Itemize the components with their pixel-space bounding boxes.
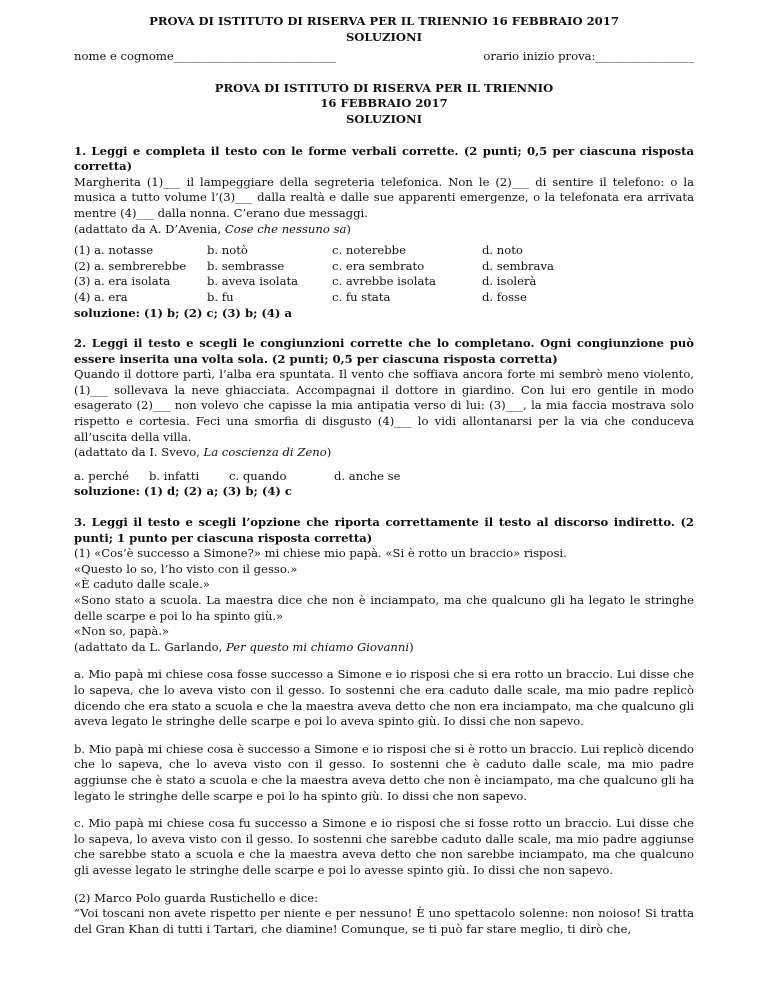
option: d. fosse: [482, 289, 527, 304]
header-subtitle: SOLUZIONI: [345, 29, 423, 44]
option: b. fu: [207, 289, 234, 304]
option: b. sembrasse: [207, 258, 285, 273]
exercise-2-question: 2. Leggi il testo e scegli le congiunzioni corrette che lo completano. Ogni congiunzione può essere inserita una volta sola. (2 punti; 0,5 per ciascuna risposta corretta): [74, 336, 694, 366]
exercise-3-source: (adattato da L. Garlando, Per questo mi chiamo Giovanni): [74, 639, 414, 654]
option: b. infatti: [149, 468, 200, 483]
main-title-line2: 16 FEBBRAIO 2017: [320, 96, 448, 111]
exercise-2-source: (adattato da I. Svevo, La coscienza di Zeno): [74, 445, 332, 460]
exercise-1-text: Margherita (1)___ il lampeggiare della segreteria telefonica. Non le (2)___ di sentire il telefono: o la musica a tutto volume l’(3)___ dalla realtà e dalle sue apparenti emergenze, o la telefonata era arrivata mentre (4)___ dalla nonna. C’erano due messaggi.: [74, 174, 694, 220]
main-title-line1: PROVA DI ISTITUTO DI RISERVA PER IL TRIENNIO: [214, 80, 554, 95]
start-time-field: orario inizio prova:_________________: [483, 49, 694, 64]
option: c. quando: [229, 468, 287, 483]
option: b. aveva isolata: [207, 274, 299, 289]
exercise-2-solution: soluzione: (1) d; (2) a; (3) b; (4) c: [74, 484, 292, 499]
option: c. avrebbe isolata: [332, 274, 436, 289]
option: b. notò: [207, 243, 248, 258]
dialogue-line: «Sono stato a scuola. La maestra dice che non è inciampato, ma che qualcuno gli ha legato le stringhe delle scarpe e poi lo ha spinto giù.»: [74, 593, 694, 623]
exercise-3-part2-text: “Voi toscani non avete rispetto per niente e per nessuno! È uno spettacolo solenne: non noioso! Si tratta del Gran Khan di tutti i Tartari, che diamine! Comunque, se ti può far stare meglio, ti dirò che,: [74, 906, 694, 936]
exercise-1-question: 1. Leggi e completa il testo con le forme verbali corrette. (2 punti; 0,5 per ciascuna risposta corretta): [74, 143, 694, 174]
option: d. isolerà: [482, 274, 537, 289]
exercise-3-option-a: a. Mio papà mi chiese cosa fosse successo a Simone e io risposi che si era rotto un braccio. Lui disse che lo sapeva, che lo aveva visto con il gesso. Io sostenni che era caduto dalle scale, ma mio padre replicò dicendo che era stato a scuola e che la maestra aveva detto che non era inciampato, ma che qualcuno gli aveva legato le stringhe delle scarpe e poi lo aveva spinto giù. Io dissi che non sapevo.: [74, 667, 694, 729]
exercise-3-part2-intro: (2) Marco Polo guarda Rustichello e dice:: [74, 890, 318, 905]
option: c. era sembrato: [332, 258, 425, 273]
exercise-3-question: 3. Leggi il testo e scegli l’opzione che riporta correttamente il testo al discorso indiretto. (2 punti; 1 punto per ciascuna risposta corretta): [74, 515, 694, 545]
student-info-row: [74, 49, 694, 65]
dialogue-line: «Questo lo so, l’ho visto con il gesso.»: [74, 561, 298, 576]
header-title: PROVA DI ISTITUTO DI RISERVA PER IL TRIENNIO 16 FEBBRAIO 2017: [149, 14, 619, 28]
option: d. sembrava: [482, 258, 554, 273]
option: (2) a. sembrerebbe: [74, 258, 187, 273]
option: d. anche se: [334, 468, 401, 483]
option: (3) a. era isolata: [74, 274, 171, 289]
option: c. noterebbe: [332, 243, 406, 258]
exercise-3-option-c: c. Mio papà mi chiese cosa fu successo a Simone e io risposi che si fosse rotto un braccio. Lui disse che lo sapeva, lo aveva visto con il gesso. Io sostenni che sarebbe caduto dalle scale, ma mio padre aggiunse che sarebbe stato a scuola e che la maestra aveva detto che non sarebbe inciampato, ma che qualcuno gli avesse legato le stringhe delle scarpe e poi lo avesse spinto giù. Io dissi che non sapevo.: [74, 816, 694, 877]
exercise-2-text: Quando il dottore partì, l’alba era spuntata. Il vento che soffiava ancora forte mi sembrò meno violento, (1)___ sollevava la neve ghiacciata. Accompagnai il dottore in giardino. Con lui ero gentile in modo esagerato (2)___ non volevo che capisse la mia antipatia verso di lui: (3)___, la mia faccia mostrava solo rispetto e cortesia. Feci una smorfia di disgusto (4)___ lo vidi allontanarsi per la via che conduceva all’uscita della villa.: [74, 367, 694, 444]
dialogue-line: «Non so, papà.»: [74, 624, 170, 639]
dialogue-line: (1) «Cos’è successo a Simone?» mi chiese mio papà. «Si è rotto un braccio» risposi.: [74, 546, 567, 561]
option: (1) a. notasse: [74, 243, 154, 258]
exercise-1-solution: soluzione: (1) b; (2) c; (3) b; (4) a: [74, 305, 292, 320]
option: (4) a. era: [74, 289, 128, 304]
exercise-3-option-b: b. Mio papà mi chiese cosa è successo a Simone e io risposi che si è rotto un braccio. Lui replicò dicendo che lo sapeva, che lo aveva visto con il gesso. Io sostenni che è caduto dalle scale, ma mio padre aggiunse che è stato a scuola e che la maestra aveva detto che non è inciampato, ma che qualcuno gli ha legato le stringhe delle scarpe e poi lo ha spinto giù. Io dissi che non sapevo.: [74, 741, 694, 803]
option: d. noto: [482, 243, 523, 258]
option: c. fu stata: [332, 289, 391, 304]
option: a. perché: [74, 468, 129, 483]
exercise-1-options: [74, 243, 694, 305]
exercise-1-source: (adattato da A. D’Avenia, Cose che nessuno sa): [74, 221, 351, 236]
exercise-2-options: [74, 469, 694, 485]
dialogue-line: «È caduto dalle scale.»: [74, 577, 210, 592]
main-title-line3: SOLUZIONI: [345, 111, 423, 126]
name-field: nome e cognome____________________________: [74, 49, 337, 64]
